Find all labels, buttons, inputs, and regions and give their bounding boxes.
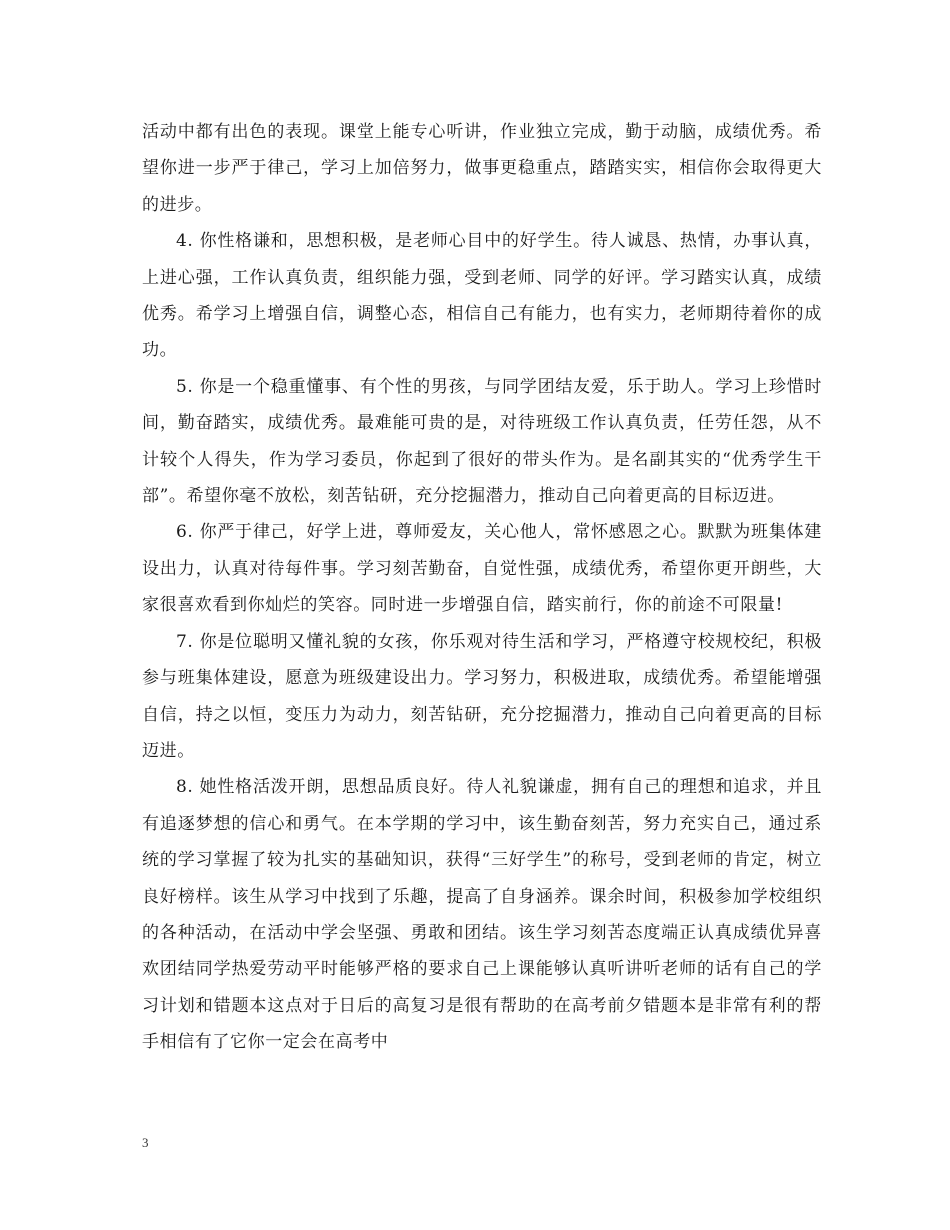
page-content bbox=[142, 114, 822, 1061]
paragraph-4: 4. 你性格谦和，思想积极，是老师心目中的好学生。待人诚恳、热情，办事认真，上进心强，工作认真负责，组织能力强，受到老师、同学的好评。学习踏实认真，成绩优秀。希学习上增强自信，调整心态，相信自己有能力，也有实力，老师期待着你的成功。 bbox=[142, 231, 822, 361]
page-number: 3 bbox=[142, 1135, 149, 1150]
paragraph-continued: 活动中都有出色的表现。课堂上能专心听讲，作业独立完成，勤于动脑，成绩优秀。希望你进一步严于律己，学习上加倍努力，做事更稳重点，踏踏实实，相信你会取得更大的进步。 bbox=[142, 122, 822, 215]
paragraph-7: 7. 你是位聪明又懂礼貌的女孩，你乐观对待生活和学习，严格遵守校规校纪，积极参与班集体建设，愿意为班级建设出力。学习努力，积极进取，成绩优秀。希望能增强自信，持之以恒，变压力为动力，刻苦钻研，充分挖掘潜力，推动自己向着更高的目标迈进。 bbox=[142, 631, 822, 761]
paragraph-6: 6. 你严于律己，好学上进，尊师爱友，关心他人，常怀感恩之心。默默为班集体建设出力，认真对待每件事。学习刻苦勤奋，自觉性强，成绩优秀，希望你更开朗些，大家很喜欢看到你灿烂的笑容。同时进一步增强自信，踏实前行，你的前途不可限量! bbox=[142, 522, 822, 616]
paragraph-8: 8. 她性格活泼开朗，思想品质良好。待人礼貌谦虚，拥有自己的理想和追求，并且有追逐梦想的信心和勇气。在本学期的学习中，该生勤奋刻苦，努力充实自己，通过系统的学习掌握了较为扎实的基础知识，获得“三好学生”的称号，受到老师的肯定，树立良好榜样。该生从学习中找到了乐趣，提高了自身涵养。课余时间，积极参加学校组织的各种活动，在活动中学会坚强、勇敢和团结。该生学习刻苦态度端正认真成绩优异喜欢团结同学热爱劳动平时能够严格的要求自己上课能够认真听讲听老师的话有自己的学习计划和错题本这点对于日后的高复习是很有帮助的在高考前夕错题本是非常有利的帮手相信有了它你一定会在高考中 bbox=[142, 777, 822, 1053]
paragraph-5: 5. 你是一个稳重懂事、有个性的男孩，与同学团结友爱，乐于助人。学习上珍惜时间，勤奋踏实，成绩优秀。最难能可贵的是，对待班级工作认真负责，任劳任怨，从不计较个人得失，作为学习委员，你起到了很好的带头作为。是名副其实的“优秀学生干部”。希望你毫不放松，刻苦钻研，充分挖掘潜力，推动自己向着更高的目标迈进。 bbox=[142, 376, 822, 507]
